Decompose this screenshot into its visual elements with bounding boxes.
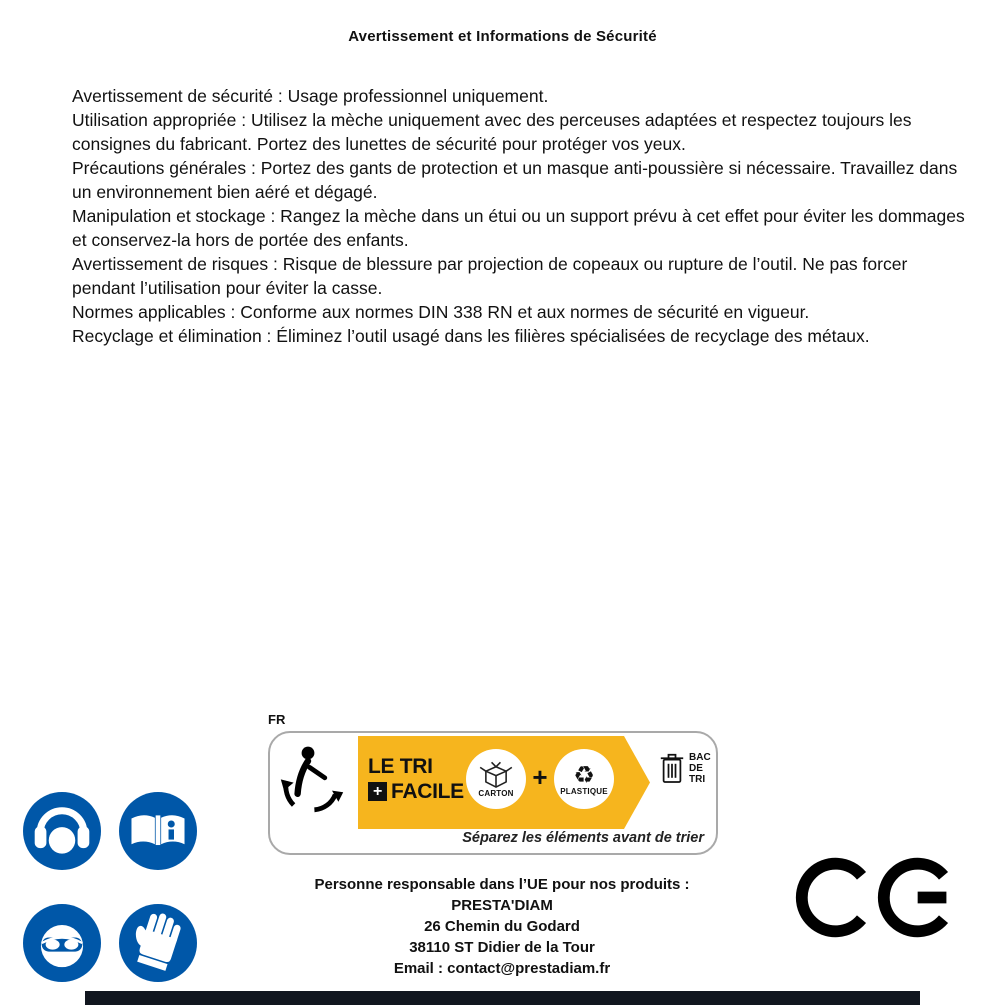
bin-line: BAC	[689, 751, 711, 763]
paragraph-proper-use: Utilisation appropriée : Utilisez la mèche uniquement avec des perceuses adaptées et respectez toujours les consignes du fabricant. Portez des lunettes de sécurité pour protéger vos yeux.	[72, 110, 912, 154]
plastique-label: PLASTIQUE	[560, 787, 608, 796]
bin-line: TRI	[689, 773, 706, 785]
triman-tagline: Séparez les éléments avant de trier	[462, 830, 704, 846]
page-title: Avertissement et Informations de Sécurité	[348, 28, 657, 45]
paragraph-handling-storage: Manipulation et stockage : Rangez la mèche dans un étui ou un support prévu à cet effet pour éviter les dommages et conservez-la hors de portée des enfants.	[72, 206, 965, 250]
bottom-strip	[85, 991, 920, 1005]
paragraph-recycling: Recyclage et élimination : Éliminez l’outil usagé dans les filières spécialisées de recyclage des métaux.	[72, 326, 870, 346]
bac-de-tri	[658, 747, 711, 789]
bin-line: DE	[689, 762, 703, 774]
triman-icon	[276, 738, 356, 824]
ear-protection-icon	[23, 792, 101, 870]
triman-recycling-badge	[268, 731, 718, 855]
eye-protection-icon	[23, 904, 101, 982]
bin-icon	[658, 747, 686, 789]
address-line: 26 Chemin du Godard	[424, 918, 580, 935]
responsible-heading: Personne responsable dans l’UE pour nos produits :	[314, 876, 690, 893]
address-line: 38110 ST Didier de la Tour	[409, 939, 595, 956]
plus-separator: +	[532, 762, 548, 792]
safety-text-block	[72, 84, 970, 348]
read-manual-icon	[119, 792, 197, 870]
email-line: Email : contact@prestadiam.fr	[393, 960, 611, 977]
bin-label	[689, 747, 711, 789]
paragraph-safety-warning: Avertissement de sécurité : Usage professionnel uniquement.	[72, 86, 549, 106]
carton-circle	[466, 749, 526, 809]
protective-gloves-icon	[119, 904, 197, 982]
plus-icon: +	[368, 782, 387, 801]
country-code-label: FR	[268, 712, 286, 727]
ce-mark-icon	[795, 851, 960, 949]
recycle-icon: ♻	[573, 761, 595, 789]
company-name: PRESTA'DIAM	[451, 897, 553, 914]
facile-text: FACILE	[391, 780, 464, 803]
paragraph-risk-warning: Avertissement de risques : Risque de blessure par projection de copeaux ou rupture de l’outil. Ne pas forcer pendant l’utilisation pour éviter la casse.	[72, 254, 908, 298]
responsible-block	[252, 874, 752, 979]
carton-label: CARTON	[478, 789, 514, 798]
le-tri-text: LE TRI	[368, 755, 433, 778]
le-tri-facile-label	[368, 754, 464, 804]
plastique-circle	[554, 749, 614, 809]
carton-box-icon	[477, 760, 515, 790]
paragraph-standards: Normes applicables : Conforme aux normes DIN 338 RN et aux normes de sécurité en vigueur.	[72, 302, 810, 322]
paragraph-general-precautions: Précautions générales : Portez des gants de protection et un masque anti-poussière si nécessaire. Travaillez dans un environnement bien aéré et dégagé.	[72, 158, 958, 202]
